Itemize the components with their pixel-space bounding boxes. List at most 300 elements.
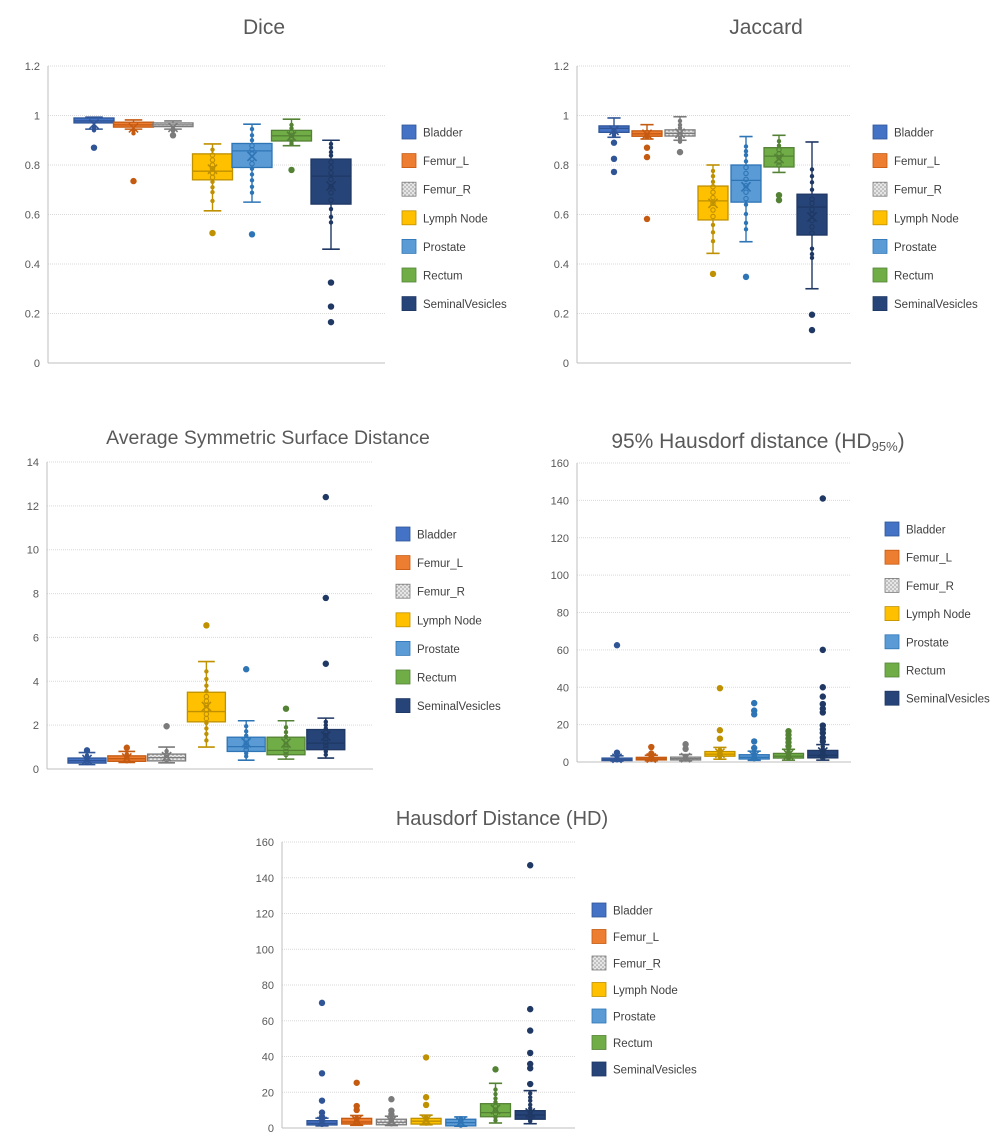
- box-series-femur-r: [665, 117, 695, 156]
- chart-hd95: [500, 418, 1000, 790]
- data-point-dot: [250, 191, 254, 195]
- legend-label: Femur_L: [417, 558, 464, 571]
- legend-label: Rectum: [423, 270, 463, 283]
- data-point-dot: [204, 738, 208, 742]
- outlier-dot: [527, 1081, 533, 1087]
- data-point-dot: [678, 119, 682, 123]
- outlier-dot: [423, 1054, 429, 1060]
- box-series-femur-l: [342, 1080, 372, 1126]
- legend-item-femur-r: [402, 182, 471, 197]
- legend-label: Bladder: [423, 127, 463, 140]
- box-series-femur-r: [671, 741, 701, 762]
- legend-swatch: [592, 1009, 606, 1023]
- legend-label: SeminalVesicles: [417, 701, 501, 714]
- legend-swatch: [592, 956, 606, 970]
- legend-swatch: [396, 527, 410, 541]
- outlier-dot: [820, 684, 826, 690]
- outlier-dot: [328, 319, 334, 325]
- data-point-dot: [210, 147, 214, 151]
- legend-label: Bladder: [894, 127, 934, 140]
- legend-item-femur-l: [885, 550, 953, 565]
- data-point-dot: [204, 721, 208, 725]
- outlier-dot: [717, 735, 723, 741]
- outlier-dot: [203, 622, 209, 628]
- legend-label: Femur_L: [613, 932, 660, 944]
- data-point-dot: [289, 142, 293, 146]
- y-axis-tick-label: 20: [261, 1087, 274, 1100]
- legend-label: Bladder: [906, 524, 946, 537]
- data-point-dot: [324, 753, 328, 757]
- legend-item-seminalvesicles: [396, 699, 501, 714]
- outlier-dot: [611, 156, 617, 162]
- outlier-dot: [423, 1102, 429, 1108]
- outlier-dot: [682, 741, 688, 747]
- data-point-dot: [711, 239, 715, 243]
- outlier-dot: [323, 595, 329, 601]
- box-series-bladder: [307, 1000, 337, 1127]
- y-axis-tick-label: 100: [255, 944, 274, 957]
- outlier-dot: [648, 744, 654, 750]
- outlier-dot: [527, 1006, 533, 1012]
- outlier-dot: [820, 701, 826, 707]
- y-axis-tick-label: 8: [32, 588, 39, 601]
- legend-swatch: [592, 1062, 606, 1076]
- chart-title: Jaccard: [729, 16, 803, 39]
- legend-item-femur-r: [396, 584, 465, 599]
- chart-title: Dice: [242, 16, 286, 39]
- data-point-dot: [250, 133, 254, 137]
- legend-item-prostate: [873, 239, 937, 254]
- legend-item-prostate: [592, 1009, 656, 1024]
- box-series-femur-l: [108, 745, 146, 763]
- box-series-rectum: [774, 728, 804, 761]
- outlier-dot: [323, 661, 329, 667]
- data-point-dot: [744, 202, 748, 206]
- legend-item-bladder: [402, 125, 463, 140]
- y-axis-tick-label: 140: [550, 495, 569, 508]
- data-point-dot: [131, 131, 135, 135]
- y-axis-tick-label: 10: [26, 544, 39, 557]
- box-series-bladder: [74, 117, 114, 151]
- data-point-dot: [711, 169, 715, 173]
- y-axis-tick-label: 0.4: [553, 259, 569, 271]
- outlier-dot: [614, 642, 620, 648]
- legend-item-rectum: [396, 670, 457, 685]
- legend-label: Lymph Node: [906, 609, 971, 622]
- legend-item-bladder: [592, 903, 653, 918]
- legend-label: Prostate: [423, 241, 466, 254]
- box-series-rectum: [481, 1066, 511, 1123]
- data-point-dot: [744, 159, 748, 163]
- legend-label: SeminalVesicles: [906, 693, 990, 706]
- legend-item-rectum: [402, 268, 463, 283]
- hd-svg: [230, 798, 790, 1146]
- box-series-lymph-node: [187, 622, 225, 747]
- legend-swatch: [885, 550, 899, 564]
- data-point-dot: [284, 725, 288, 729]
- legend-item-femur-r: [592, 956, 661, 971]
- y-axis-tick-label: 0.4: [24, 259, 40, 271]
- y-axis-tick-label: 0.2: [24, 308, 40, 321]
- dice-svg: [0, 6, 520, 390]
- legend-swatch: [402, 125, 416, 139]
- data-point-dot: [244, 729, 248, 733]
- data-point-dot: [810, 174, 814, 178]
- box-series-femur-l: [636, 744, 666, 763]
- outlier-dot: [388, 1107, 394, 1113]
- data-point-dot: [711, 180, 715, 184]
- y-axis-tick-label: 60: [556, 644, 569, 657]
- outlier-dot: [319, 1000, 325, 1006]
- legend-item-bladder: [885, 522, 946, 537]
- outlier-dot: [84, 747, 90, 753]
- y-axis-tick-label: 60: [261, 1015, 274, 1028]
- box-series-femur-l: [632, 125, 662, 222]
- data-point-dot: [329, 220, 333, 224]
- data-point-dot: [250, 127, 254, 131]
- outlier-dot: [243, 666, 249, 672]
- data-point-dot: [493, 1100, 497, 1104]
- y-axis-tick-label: 0: [562, 358, 569, 370]
- box-series-bladder: [599, 118, 629, 175]
- legend-label: Rectum: [417, 672, 457, 685]
- legend-label: Prostate: [906, 637, 949, 650]
- data-point-dot: [810, 180, 814, 184]
- legend-swatch: [396, 556, 410, 570]
- legend-label: Bladder: [417, 529, 457, 542]
- legend-item-femur-l: [873, 154, 941, 169]
- legend-item-lymph-node: [402, 211, 488, 226]
- legend-item-femur-l: [592, 930, 660, 945]
- outlier-dot: [423, 1094, 429, 1100]
- box-series-seminalvesicles: [307, 494, 345, 758]
- legend-swatch: [396, 584, 410, 598]
- legend-label: SeminalVesicles: [423, 299, 507, 312]
- legend-swatch: [873, 182, 887, 196]
- legend-item-rectum: [873, 268, 934, 283]
- legend-swatch: [592, 1036, 606, 1050]
- data-point-dot: [204, 683, 208, 687]
- outlier-dot: [751, 707, 757, 713]
- outlier-dot: [648, 750, 654, 756]
- outlier-dot: [527, 1050, 533, 1056]
- data-point-dot: [210, 199, 214, 203]
- outlier-dot: [354, 1080, 360, 1086]
- legend-item-prostate: [396, 641, 460, 656]
- chart-title: Average Symmetric Surface Distance: [106, 427, 430, 449]
- legend-label: Femur_R: [423, 184, 471, 197]
- outlier-dot: [283, 705, 289, 711]
- data-point-dot: [612, 133, 616, 137]
- outlier-dot: [170, 132, 176, 138]
- outlier-dot: [492, 1066, 498, 1072]
- y-axis-tick-label: 80: [261, 980, 274, 992]
- outlier-dot: [785, 728, 791, 734]
- legend-item-femur-r: [885, 578, 954, 593]
- outlier-dot: [644, 216, 650, 222]
- data-point-dot: [744, 212, 748, 216]
- box-series-seminalvesicles: [808, 495, 838, 760]
- data-point-dot: [777, 139, 781, 143]
- y-axis-tick-label: 80: [556, 607, 569, 620]
- box-series-lymph-node: [193, 144, 233, 236]
- data-point-dot: [711, 174, 715, 178]
- legend-label: Femur_R: [906, 580, 954, 593]
- data-point-dot: [250, 167, 254, 171]
- data-point-dot: [528, 1091, 532, 1095]
- legend-swatch: [402, 211, 416, 225]
- data-point-dot: [493, 1087, 497, 1091]
- box-series-prostate: [739, 700, 769, 761]
- box-series-seminalvesicles: [311, 140, 351, 325]
- legend-swatch: [592, 930, 606, 944]
- y-axis-tick-label: 0: [267, 1123, 274, 1135]
- box-series-rectum: [272, 119, 312, 173]
- data-point-dot: [204, 677, 208, 681]
- box-series-femur-r: [153, 121, 193, 139]
- outlier-dot: [820, 495, 826, 501]
- box-series-prostate: [232, 124, 272, 237]
- outlier-dot: [527, 1061, 533, 1067]
- outlier-dot: [611, 140, 617, 146]
- data-point-dot: [204, 732, 208, 736]
- data-point-dot: [250, 185, 254, 189]
- legend-item-bladder: [873, 125, 934, 140]
- data-point-dot: [528, 1098, 532, 1102]
- y-axis-tick-label: 1: [33, 110, 40, 123]
- data-point-dot: [810, 188, 814, 192]
- legend-label: Lymph Node: [423, 213, 488, 226]
- box-series-femur-r: [148, 723, 186, 763]
- legend-label: Bladder: [613, 905, 653, 918]
- data-point-dot: [678, 140, 682, 144]
- data-point-dot: [810, 256, 814, 260]
- y-axis-tick-label: 0: [562, 757, 569, 769]
- legend-label: Rectum: [894, 270, 934, 283]
- outlier-dot: [91, 144, 97, 150]
- legend-label: Lymph Node: [613, 985, 678, 997]
- outlier-dot: [130, 178, 136, 184]
- outlier-dot: [319, 1109, 325, 1115]
- y-axis-tick-label: 120: [550, 532, 569, 545]
- legend-item-prostate: [885, 635, 949, 650]
- legend-swatch: [873, 297, 887, 311]
- outlier-dot: [527, 862, 533, 868]
- data-point-dot: [329, 145, 333, 149]
- y-axis-tick-label: 0: [33, 358, 40, 370]
- legend-item-lymph-node: [873, 211, 959, 226]
- y-axis-tick-label: 120: [255, 908, 274, 921]
- jaccard-svg: [500, 6, 1000, 390]
- outlier-dot: [319, 1070, 325, 1076]
- legend-label: Rectum: [906, 665, 946, 678]
- hd95-svg: [500, 418, 1000, 790]
- y-axis-tick-label: 0.6: [553, 209, 569, 222]
- outlier-dot: [776, 197, 782, 203]
- legend-swatch: [885, 607, 899, 621]
- legend-label: Lymph Node: [894, 213, 959, 226]
- chart-jaccard: [500, 6, 1000, 390]
- data-point-dot: [210, 180, 214, 184]
- legend-item-seminalvesicles: [873, 297, 978, 312]
- legend-label: Prostate: [417, 643, 460, 656]
- legend-swatch: [402, 154, 416, 168]
- legend-label: Femur_R: [894, 184, 942, 197]
- box-series-lymph-node: [698, 165, 728, 277]
- legend-label: Femur_R: [613, 958, 661, 971]
- data-point-dot: [329, 207, 333, 211]
- box-series-prostate: [731, 137, 761, 281]
- y-axis-tick-label: 14: [26, 457, 39, 469]
- legend-swatch: [885, 522, 899, 536]
- y-axis-tick-label: 4: [32, 676, 39, 689]
- legend-swatch: [396, 613, 410, 627]
- data-point-dot: [250, 138, 254, 142]
- data-point-dot: [244, 754, 248, 758]
- y-axis-tick-label: 0.8: [553, 160, 569, 172]
- legend-swatch: [873, 239, 887, 253]
- data-point-dot: [711, 230, 715, 234]
- box-series-seminalvesicles: [515, 862, 545, 1124]
- box-series-rectum: [764, 135, 794, 203]
- legend-swatch: [402, 239, 416, 253]
- data-point-dot: [329, 215, 333, 219]
- y-axis-tick-label: 1.2: [24, 61, 40, 73]
- outlier-dot: [820, 722, 826, 728]
- y-axis-tick-label: 160: [550, 458, 569, 470]
- chart-dice: [0, 6, 520, 390]
- legend-item-femur-l: [396, 556, 464, 571]
- legend-item-bladder: [396, 527, 457, 542]
- legend-item-lymph-node: [396, 613, 482, 628]
- outlier-dot: [354, 1103, 360, 1109]
- data-point-dot: [210, 185, 214, 189]
- y-axis-tick-label: 160: [255, 837, 274, 849]
- legend-label: Lymph Node: [417, 615, 482, 628]
- legend-swatch: [873, 211, 887, 225]
- outlier-dot: [209, 230, 215, 236]
- outlier-dot: [611, 169, 617, 175]
- box-series-bladder: [602, 642, 632, 763]
- y-axis-tick-label: 140: [255, 872, 274, 885]
- legend-swatch: [396, 699, 410, 713]
- outlier-dot: [388, 1096, 394, 1102]
- outlier-dot: [751, 745, 757, 751]
- assd-svg: [0, 418, 520, 790]
- data-point-dot: [493, 1092, 497, 1096]
- data-point-dot: [284, 730, 288, 734]
- outlier-dot: [644, 154, 650, 160]
- legend-swatch: [885, 663, 899, 677]
- legend-item-femur-l: [402, 154, 470, 169]
- data-point-dot: [204, 689, 208, 693]
- outlier-dot: [809, 312, 815, 318]
- legend-item-seminalvesicles: [402, 297, 507, 312]
- box-series-femur-l: [114, 120, 154, 184]
- data-point-dot: [92, 128, 96, 132]
- box-series-rectum: [267, 705, 305, 759]
- legend-label: Femur_L: [423, 156, 470, 169]
- data-point-dot: [744, 221, 748, 225]
- y-axis-tick-label: 20: [556, 719, 569, 732]
- legend-swatch: [402, 297, 416, 311]
- data-point-dot: [244, 724, 248, 728]
- y-axis-tick-label: 0: [32, 764, 39, 776]
- data-point-dot: [204, 726, 208, 730]
- legend-label: Femur_L: [906, 552, 953, 565]
- outlier-dot: [644, 144, 650, 150]
- legend-label: Prostate: [613, 1011, 656, 1024]
- y-axis-tick-label: 1: [562, 110, 569, 123]
- legend-label: SeminalVesicles: [613, 1064, 697, 1077]
- data-point-dot: [210, 190, 214, 194]
- outlier-dot: [323, 494, 329, 500]
- outlier-dot: [288, 167, 294, 173]
- legend-swatch: [885, 578, 899, 592]
- legend-swatch: [402, 182, 416, 196]
- y-axis-tick-label: 0.8: [24, 160, 40, 172]
- chart-hd: [230, 798, 790, 1146]
- y-axis-tick-label: 0.2: [553, 308, 569, 321]
- data-point-dot: [744, 153, 748, 157]
- box-series-femur-r: [376, 1096, 406, 1126]
- outlier-dot: [163, 723, 169, 729]
- data-point-dot: [810, 246, 814, 250]
- outlier-dot: [809, 327, 815, 333]
- y-axis-tick-label: 6: [32, 632, 39, 645]
- outlier-dot: [328, 303, 334, 309]
- data-point-dot: [250, 172, 254, 176]
- data-point-dot: [493, 1118, 497, 1122]
- box-series-bladder: [68, 747, 106, 764]
- chart-title: Hausdorf Distance (HD): [395, 808, 609, 830]
- outlier-dot: [743, 274, 749, 280]
- legend-item-seminalvesicles: [885, 691, 990, 706]
- legend-label: Rectum: [613, 1038, 653, 1050]
- legend-label: Femur_L: [894, 156, 941, 169]
- chart-title: 95% Hausdorf distance (HD95%): [611, 430, 905, 454]
- box-series-lymph-node: [411, 1054, 441, 1125]
- legend-item-lymph-node: [885, 607, 971, 622]
- data-point-dot: [204, 669, 208, 673]
- data-point-dot: [711, 223, 715, 227]
- box-series-prostate: [227, 666, 265, 760]
- box-series-seminalvesicles: [797, 142, 827, 333]
- legend-item-rectum: [592, 1036, 653, 1051]
- outlier-dot: [614, 749, 620, 755]
- data-point-dot: [744, 144, 748, 148]
- data-point-dot: [744, 227, 748, 231]
- legend-item-lymph-node: [592, 983, 678, 998]
- y-axis-tick-label: 1.2: [553, 61, 569, 73]
- outlier-dot: [527, 1027, 533, 1033]
- y-axis-tick-label: 40: [556, 682, 569, 695]
- data-point-dot: [329, 153, 333, 157]
- legend-item-seminalvesicles: [592, 1062, 697, 1077]
- legend-label: Prostate: [894, 241, 937, 254]
- data-point-dot: [744, 149, 748, 153]
- legend-item-femur-r: [873, 182, 942, 197]
- legend-swatch: [396, 641, 410, 655]
- outlier-dot: [328, 279, 334, 285]
- data-point-dot: [250, 178, 254, 182]
- outlier-dot: [717, 727, 723, 733]
- outlier-dot: [124, 745, 130, 751]
- legend-label: SeminalVesicles: [894, 299, 978, 312]
- legend-swatch: [592, 903, 606, 917]
- outlier-dot: [751, 738, 757, 744]
- data-point-dot: [810, 167, 814, 171]
